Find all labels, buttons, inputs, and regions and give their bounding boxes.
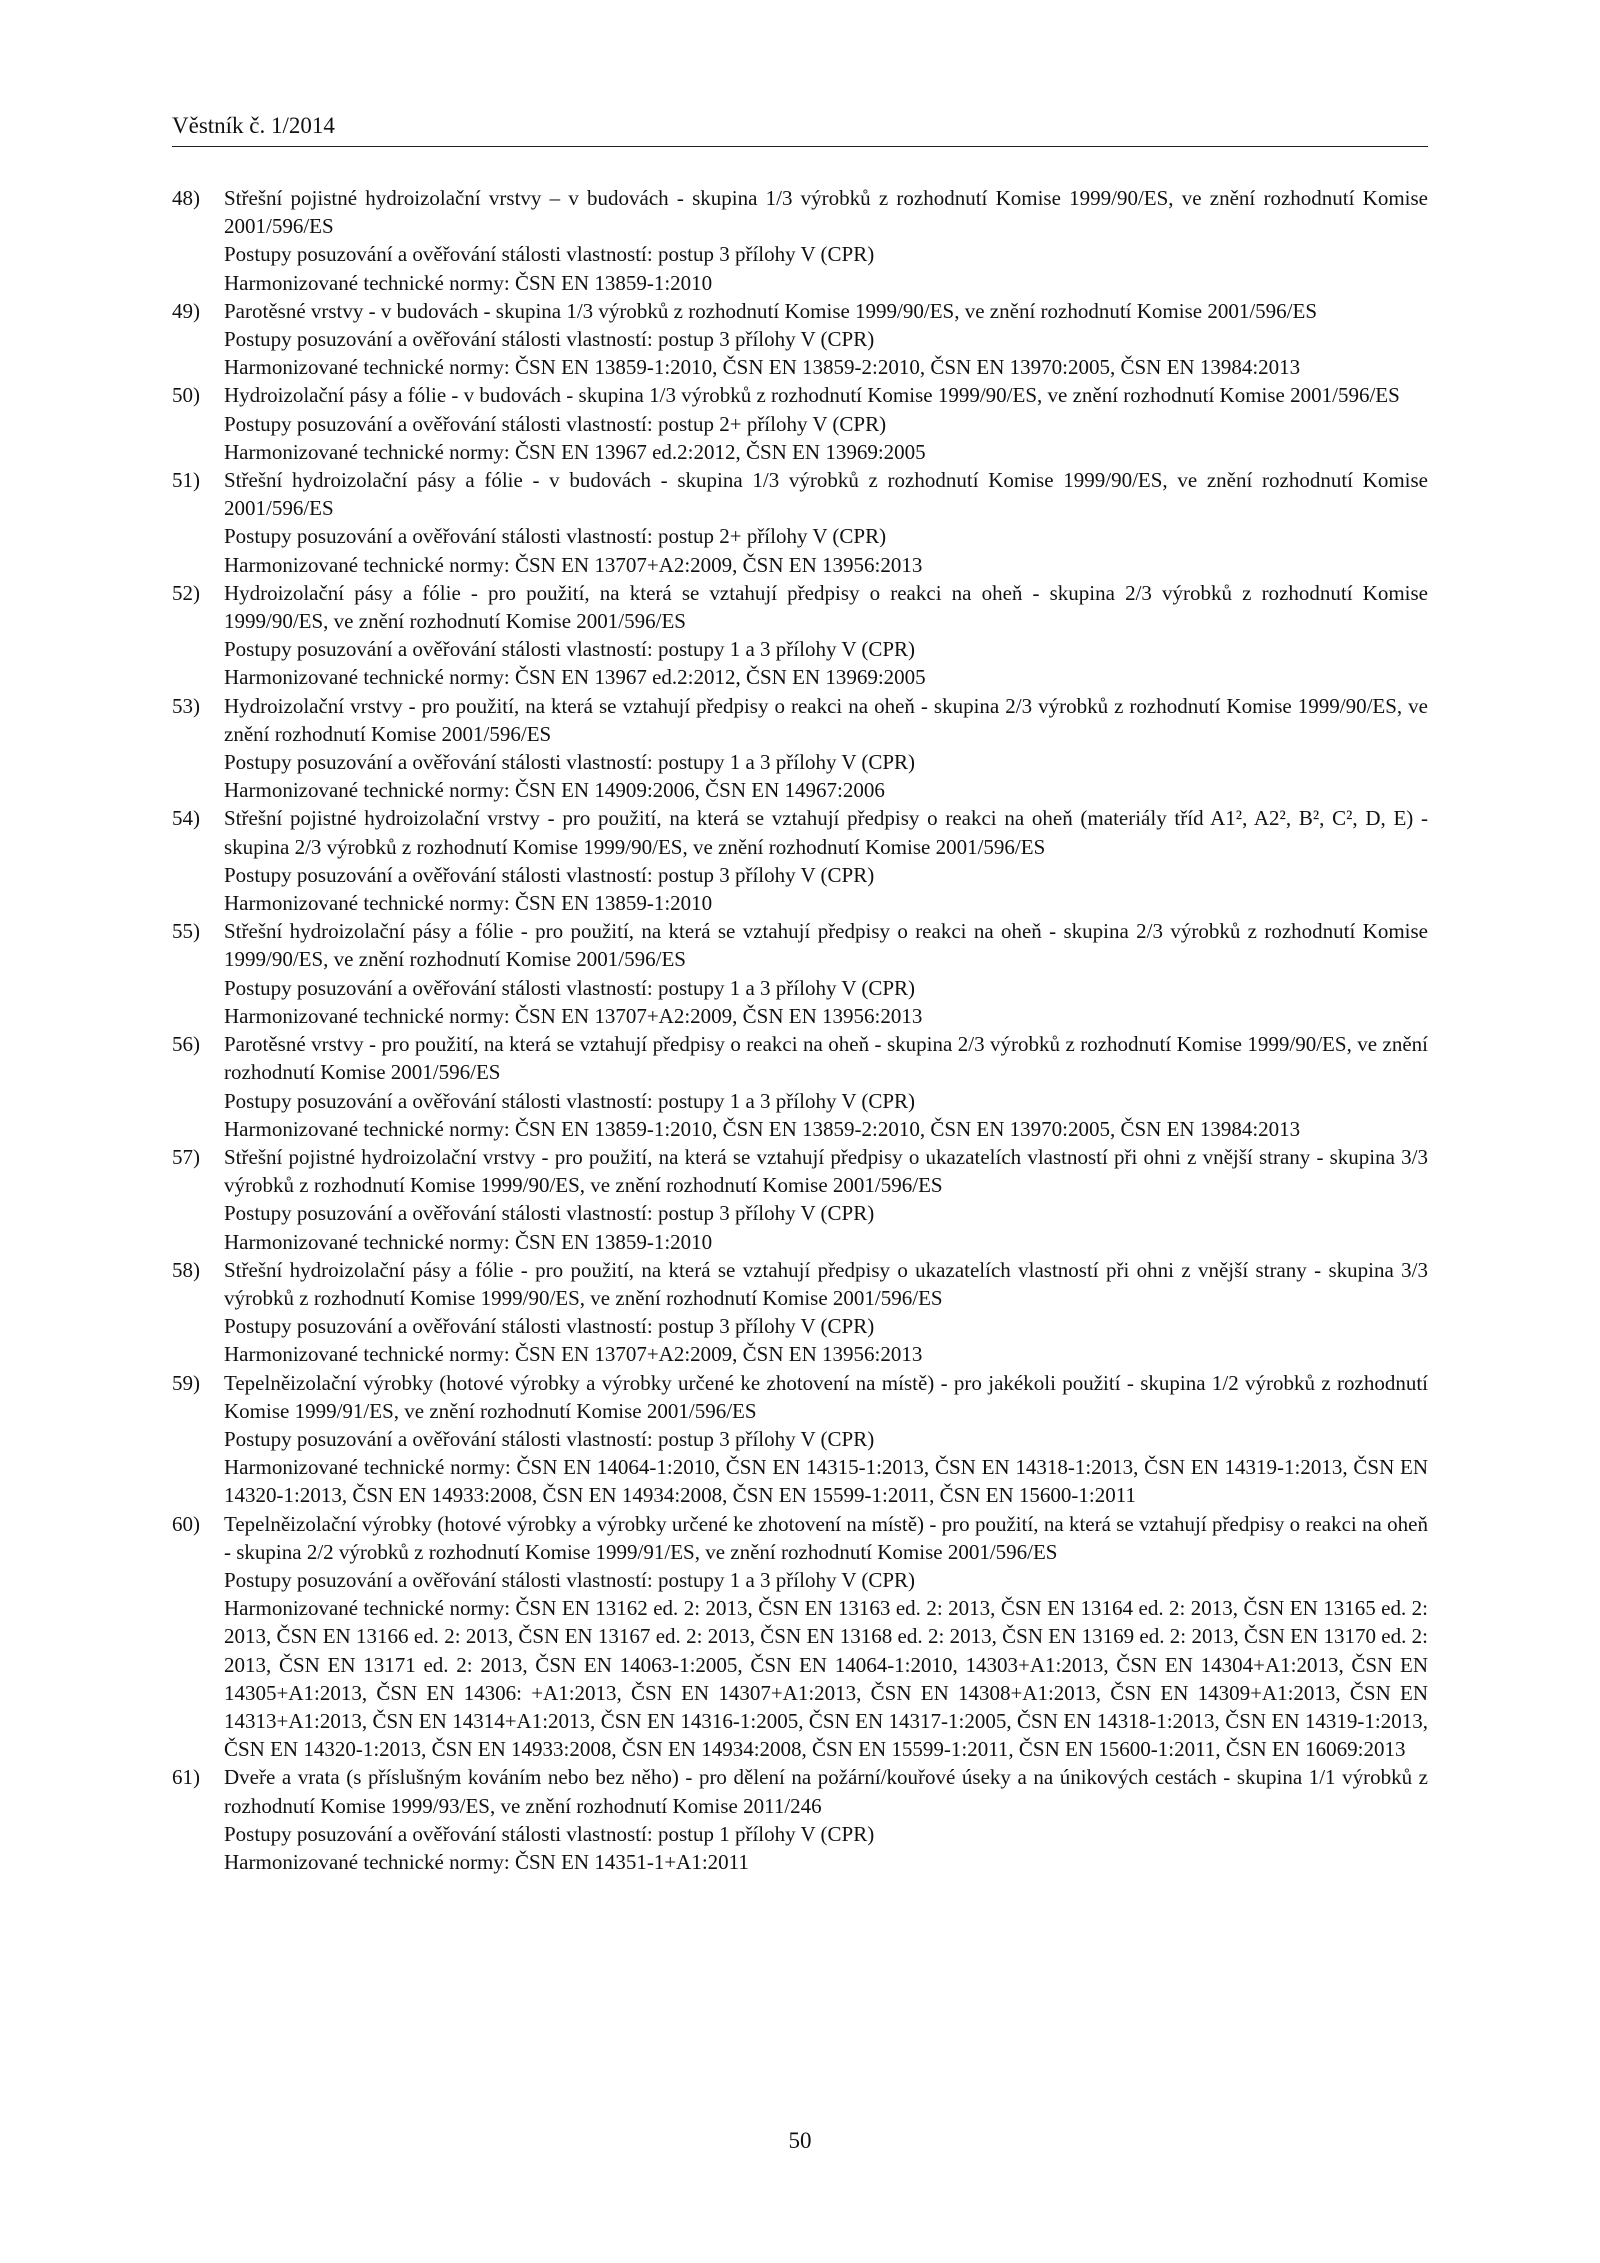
list-item — [172, 1763, 1428, 1876]
item-harmonized-standards: Harmonizované technické normy: ČSN EN 13707+A2:2009, ČSN EN 13956:2013 — [224, 1003, 923, 1028]
item-assessment-procedure: Postupy posuzování a ověřování stálosti vlastností: postupy 1 a 3 přílohy V (CPR) — [224, 1567, 916, 1592]
list-item — [172, 1256, 1428, 1369]
item-description: Dveře a vrata (s příslušným kováním nebo bez něho) - pro dělení na požární/kouřové úseky a na únikových cestách - skupina 1/1 výrobků z rozhodnutí Komise 1999/93/ES, ve znění rozhodnutí Komise 2011/246 — [224, 1765, 1428, 1818]
item-description: Střešní hydroizolační pásy a fólie - pro použití, na která se vztahují předpisy o reakci na oheň - skupina 2/3 výrobků z rozhodnutí Komise 1999/90/ES, ve znění rozhodnutí Komise 2001/596/ES — [224, 919, 1428, 972]
item-assessment-procedure: Postupy posuzování a ověřování stálosti vlastností: postupy 1 a 3 přílohy V (CPR) — [224, 1088, 916, 1113]
list-item — [172, 1369, 1428, 1510]
item-harmonized-standards: Harmonizované technické normy: ČSN EN 13967 ed.2:2012, ČSN EN 13969:2005 — [224, 665, 926, 690]
item-harmonized-standards: Harmonizované technické normy: ČSN EN 13859-1:2010 — [224, 270, 713, 295]
item-number: 59) — [172, 1370, 200, 1395]
list-item — [172, 1143, 1428, 1256]
item-assessment-procedure: Postupy posuzování a ověřování stálosti vlastností: postup 2+ přílohy V (CPR) — [224, 411, 887, 436]
list-item — [172, 692, 1428, 805]
item-number: 52) — [172, 580, 200, 605]
item-harmonized-standards: Harmonizované technické normy: ČSN EN 13859-1:2010 — [224, 1229, 713, 1254]
item-assessment-procedure: Postupy posuzování a ověřování stálosti vlastností: postup 3 přílohy V (CPR) — [224, 1201, 875, 1226]
list-item — [172, 804, 1428, 917]
item-assessment-procedure: Postupy posuzování a ověřování stálosti vlastností: postup 3 přílohy V (CPR) — [224, 1314, 875, 1339]
item-number: 58) — [172, 1257, 200, 1282]
item-assessment-procedure: Postupy posuzování a ověřování stálosti vlastností: postup 2+ přílohy V (CPR) — [224, 524, 887, 549]
item-assessment-procedure: Postupy posuzování a ověřování stálosti vlastností: postup 3 přílohy V (CPR) — [224, 862, 875, 887]
page-number: 50 — [788, 2128, 812, 2153]
item-harmonized-standards: Harmonizované technické normy: ČSN EN 14909:2006, ČSN EN 14967:2006 — [224, 778, 885, 803]
item-description: Hydroizolační pásy a fólie - v budovách - skupina 1/3 výrobků z rozhodnutí Komise 1999/90/ES, ve znění rozhodnutí Komise 2001/596/ES — [224, 383, 1400, 408]
item-harmonized-standards: Harmonizované technické normy: ČSN EN 13859-1:2010, ČSN EN 13859-2:2010, ČSN EN 13970:2005, ČSN EN 13984:2013 — [224, 1116, 1301, 1141]
item-number: 50) — [172, 383, 200, 408]
list-item — [172, 297, 1428, 382]
item-assessment-procedure: Postupy posuzování a ověřování stálosti vlastností: postup 3 přílohy V (CPR) — [224, 327, 875, 352]
list-item — [172, 1510, 1428, 1764]
item-harmonized-standards: Harmonizované technické normy: ČSN EN 14064-1:2010, ČSN EN 14315-1:2013, ČSN EN 14318-1:2013, ČSN EN 14319-1:2013, ČSN EN 14320-1:2013, ČSN EN 14933:2008, ČSN EN 14934:2008, ČSN EN 15599-1:2011, ČSN EN 15600-1:2011 — [224, 1455, 1428, 1508]
item-harmonized-standards: Harmonizované technické normy: ČSN EN 13859-1:2010 — [224, 891, 713, 916]
item-description: Hydroizolační vrstvy - pro použití, na která se vztahují předpisy o reakci na oheň - skupina 2/3 výrobků z rozhodnutí Komise 1999/90/ES, ve znění rozhodnutí Komise 2001/596/ES — [224, 693, 1428, 746]
header-divider — [172, 146, 1428, 147]
item-assessment-procedure: Postupy posuzování a ověřování stálosti vlastností: postup 3 přílohy V (CPR) — [224, 1426, 875, 1451]
item-description: Parotěsné vrstvy - pro použití, na která se vztahují předpisy o reakci na oheň - skupina 2/3 výrobků z rozhodnutí Komise 1999/90/ES, ve znění rozhodnutí Komise 2001/596/ES — [224, 1032, 1428, 1085]
item-assessment-procedure: Postupy posuzování a ověřování stálosti vlastností: postupy 1 a 3 přílohy V (CPR) — [224, 750, 916, 775]
item-harmonized-standards: Harmonizované technické normy: ČSN EN 13707+A2:2009, ČSN EN 13956:2013 — [224, 552, 923, 577]
item-assessment-procedure: Postupy posuzování a ověřování stálosti vlastností: postup 1 přílohy V (CPR) — [224, 1821, 875, 1846]
item-number: 48) — [172, 186, 200, 210]
item-harmonized-standards: Harmonizované technické normy: ČSN EN 13162 ed. 2: 2013, ČSN EN 13163 ed. 2: 2013, ČSN EN 13164 ed. 2: 2013, ČSN EN 13165 ed. 2: 2013, ČSN EN 13166 ed. 2: 2013, ČSN EN 13167 ed. 2: 2013, ČSN EN 13168 ed. 2: 2013, ČSN EN 13169 ed. 2: 2013, ČSN EN 13170 ed. 2: 2013, ČSN EN 13171 ed. 2: 2013, ČSN EN 14063-1:2005, ČSN EN 14064-1:2010, 14303+A1:2013, ČSN EN 14304+A1:2013, ČSN EN 14305+A1:2013, ČSN EN 14306: +A1:2013, ČSN EN 14307+A1:2013, ČSN EN 14308+A1:2013, ČSN EN 14309+A1:2013, ČSN EN 14313+A1:2013, ČSN EN 14314+A1:2013, ČSN EN 14316-1:2005, ČSN EN 14317-1:2005, ČSN EN 14318-1:2013, ČSN EN 14319-1:2013, ČSN EN 14320-1:2013, ČSN EN 14933:2008, ČSN EN 14934:2008, ČSN EN 15599-1:2011, ČSN EN 15600-1:2011, ČSN EN 16069:2013 — [224, 1596, 1428, 1762]
item-number: 57) — [172, 1144, 200, 1169]
item-number: 51) — [172, 468, 200, 493]
list-item — [172, 917, 1428, 1030]
item-harmonized-standards: Harmonizované technické normy: ČSN EN 13859-1:2010, ČSN EN 13859-2:2010, ČSN EN 13970:2005, ČSN EN 13984:2013 — [224, 355, 1301, 380]
item-harmonized-standards: Harmonizované technické normy: ČSN EN 13967 ed.2:2012, ČSN EN 13969:2005 — [224, 439, 926, 464]
page-header-title: Věstník č. 1/2014 — [172, 113, 335, 138]
item-assessment-procedure: Postupy posuzování a ověřování stálosti vlastností: postup 3 přílohy V (CPR) — [224, 242, 875, 267]
item-description: Tepelněizolační výrobky (hotové výrobky a výrobky určené ke zhotovení na místě) - pro jakékoli použití - skupina 1/2 výrobků z rozhodnutí Komise 1999/91/ES, ve znění rozhodnutí Komise 2001/596/ES — [224, 1370, 1428, 1423]
item-description: Střešní pojistné hydroizolační vrstvy – v budovách - skupina 1/3 výrobků z rozhodnutí Komise 1999/90/ES, ve znění rozhodnutí Komise 2001/596/ES — [224, 186, 1428, 239]
list-item — [172, 579, 1428, 692]
item-description: Parotěsné vrstvy - v budovách - skupina 1/3 výrobků z rozhodnutí Komise 1999/90/ES, ve znění rozhodnutí Komise 2001/596/ES — [224, 298, 1318, 323]
list-item — [172, 381, 1428, 466]
item-harmonized-standards: Harmonizované technické normy: ČSN EN 14351-1+A1:2011 — [224, 1849, 749, 1874]
item-number: 53) — [172, 693, 200, 718]
item-harmonized-standards: Harmonizované technické normy: ČSN EN 13707+A2:2009, ČSN EN 13956:2013 — [224, 1342, 923, 1367]
item-assessment-procedure: Postupy posuzování a ověřování stálosti vlastností: postupy 1 a 3 přílohy V (CPR) — [224, 637, 916, 662]
item-number: 61) — [172, 1765, 200, 1790]
item-number: 54) — [172, 806, 200, 831]
item-number: 60) — [172, 1511, 200, 1536]
item-number: 49) — [172, 298, 200, 323]
item-assessment-procedure: Postupy posuzování a ověřování stálosti vlastností: postupy 1 a 3 přílohy V (CPR) — [224, 975, 916, 1000]
list-item — [172, 184, 1428, 297]
list-item — [172, 466, 1428, 579]
product-list — [172, 184, 1428, 1876]
item-description: Tepelněizolační výrobky (hotové výrobky a výrobky určené ke zhotovení na místě) - pro použití, na která se vztahují předpisy o reakci na oheň - skupina 2/2 výrobků z rozhodnutí Komise 1999/91/ES, ve znění rozhodnutí Komise 2001/596/ES — [224, 1511, 1428, 1564]
item-number: 56) — [172, 1032, 200, 1057]
item-description: Střešní pojistné hydroizolační vrstvy - pro použití, na která se vztahují předpisy o ukazatelích vlastností při ohni z vnější strany - skupina 3/3 výrobků z rozhodnutí Komise 1999/90/ES, ve znění rozhodnutí Komise 2001/596/ES — [224, 1144, 1428, 1198]
item-number: 55) — [172, 919, 200, 944]
item-description: Hydroizolační pásy a fólie - pro použití, na která se vztahují předpisy o reakci na oheň - skupina 2/3 výrobků z rozhodnutí Komise 1999/90/ES, ve znění rozhodnutí Komise 2001/596/ES — [224, 580, 1428, 634]
item-description: Střešní hydroizolační pásy a fólie - pro použití, na která se vztahují předpisy o ukazatelích vlastností při ohni z vnější strany - skupina 3/3 výrobků z rozhodnutí Komise 1999/90/ES, ve znění rozhodnutí Komise 2001/596/ES — [224, 1257, 1428, 1310]
list-item — [172, 1030, 1428, 1143]
item-description: Střešní pojistné hydroizolační vrstvy - pro použití, na která se vztahují předpisy o reakci na oheň (materiály tříd A1², A2², B², C², D, E) - skupina 2/3 výrobků z rozhodnutí Komise 1999/90/ES, ve znění rozhodnutí Komise 2001/596/ES — [224, 806, 1428, 859]
item-description: Střešní hydroizolační pásy a fólie - v budovách - skupina 1/3 výrobků z rozhodnutí Komise 1999/90/ES, ve znění rozhodnutí Komise 2001/596/ES — [224, 468, 1428, 521]
